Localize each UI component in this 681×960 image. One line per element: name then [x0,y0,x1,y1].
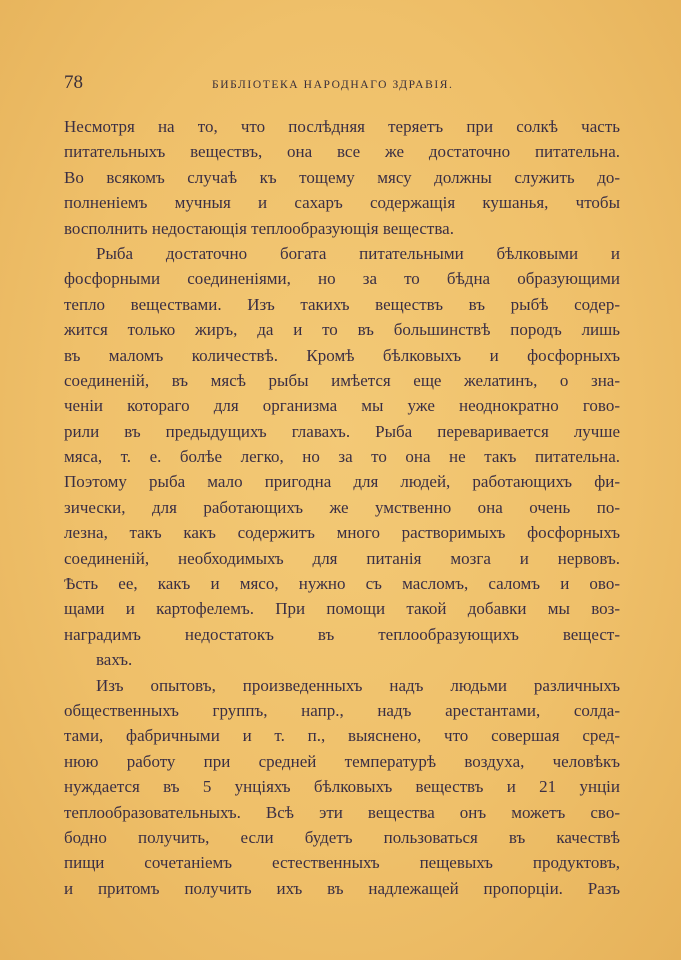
paragraph-2 [64,241,620,673]
text-line: рили въ предыдущихъ главахъ. Рыба переваривается лучше [64,421,620,441]
text-line: общественныхъ группъ, напр., надъ арестантами, солда- [64,700,620,720]
text-line: Ѣсть ее, какъ и мясо, нужно съ масломъ, саломъ и ово- [64,574,620,594]
text-line: нуждается въ 5 унціяхъ бѣлковыхъ веществъ и 21 унціи [64,777,620,797]
text-line: Рыба достаточно богата питательными бѣлковыми и [96,243,620,263]
text-line: Поэтому рыба мало пригодна для людей, работающихъ фи- [64,472,620,492]
text-line: нюю работу при средней температурѣ воздуха, человѣкъ [64,751,620,771]
paragraph-1 [64,114,620,241]
running-title: БИБЛІОТЕКА НАРОДНАГО ЗДРАВІЯ. [212,79,454,91]
text-line: Во всякомъ случаѣ къ тощему мясу должны служить до- [64,167,620,187]
text-line: въ маломъ количествѣ. Кромѣ бѣлковыхъ и фосфорныхъ [64,345,620,365]
paragraph-3 [64,673,620,902]
text-line: щами и картофелемъ. При помощи такой добавки мы воз- [64,599,620,619]
text-line: питательныхъ веществъ, она все же достаточно питательна. [64,142,620,162]
text-line: зически, для работающихъ же умственно она очень по- [64,497,620,517]
text-line: восполнить недостающія теплообразующія вещества. [64,218,454,238]
text-line: соединеній, въ мясѣ рыбы имѣется еще желатинъ, о зна- [64,370,620,390]
text-line: жится только жиръ, да и то въ большинствѣ породъ лишь [64,320,620,340]
text-line: бодно получить, если будетъ пользоваться въ качествѣ [64,827,620,847]
text-line: тами, фабричными и т. п., выяснено, что совершая сред- [64,726,620,746]
text-line: ченіи котораго для организма мы уже неоднократно гово- [64,396,620,416]
page-number: 78 [64,72,83,93]
text-line: Несмотря на то, что послѣдняя теряетъ при солкѣ часть [64,117,620,136]
text-line: фосфорными соединеніями, но за то бѣдна образующими [64,269,620,289]
text-line: тепло веществами. Изъ такихъ веществъ въ рыбѣ содер- [64,294,620,314]
text-line: наградимъ недостатокъ въ теплообразующихъ вещест- [64,624,620,644]
text-line: теплообразовательныхъ. Всѣ эти вещества онъ можетъ сво- [64,802,620,822]
text-line: пищи сочетаніемъ естественныхъ пещевыхъ продуктовъ, [64,853,620,873]
text-line: и притомъ получить ихъ въ надлежащей пропорціи. Разъ [64,878,620,898]
text-line: Изъ опытовъ, произведенныхъ надъ людьми различныхъ [96,675,620,695]
text-line: лезна, такъ какъ содержитъ много растворимыхъ фосфорныхъ [64,523,620,543]
text-line: мяса, т. е. болѣе легко, но за то она не такъ питательна. [64,447,620,467]
text-line: соединеній, необходимыхъ для питанія мозга и нервовъ. [64,548,620,568]
text-line: полненіемъ мучныя и сахаръ содержащія кушанья, чтобы [64,193,620,213]
text-line: вахъ. [96,650,133,670]
page-header [64,72,619,96]
body-text [64,114,620,901]
